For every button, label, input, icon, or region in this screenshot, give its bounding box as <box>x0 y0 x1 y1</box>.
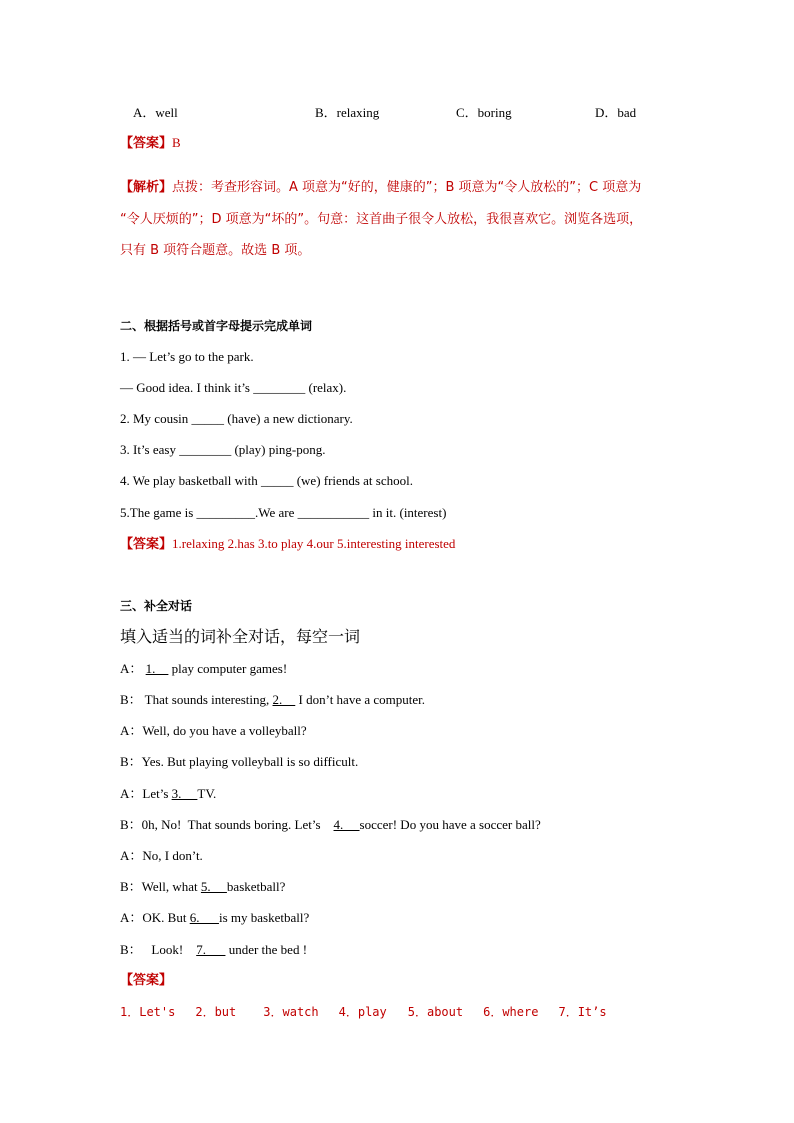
s2-answer-text: 1.relaxing 2.has 3.to play 4.our 5.interesting interested <box>172 536 456 551</box>
dialog-line-9 <box>120 909 309 927</box>
speaker-b: B： That sounds interesting, <box>120 692 273 707</box>
blank-3: 3. <box>171 786 198 801</box>
blank-2: 2. <box>272 692 296 707</box>
s2-answer <box>120 535 455 554</box>
s2-q5: 5.The game is _________.We are ___________ in it. (interest) <box>120 505 447 520</box>
s3-answers <box>120 1003 607 1021</box>
speaker-a: A： <box>120 661 146 676</box>
answer-value: B <box>172 135 181 150</box>
dialog-line-4: B：Yes. But playing volleyball is so difficult. <box>120 754 359 769</box>
s3-answer-item: 1．Let's <box>120 1005 176 1019</box>
option-d: D．bad <box>595 105 637 120</box>
dialog-line-8 <box>120 878 285 896</box>
s2-q3: 3. It’s easy ________ (play) ping-pong. <box>120 442 326 457</box>
option-a: A．well <box>133 105 178 120</box>
dialog-line-1 <box>120 660 287 678</box>
s3-answer-item: 5．about <box>407 1005 464 1019</box>
speaker-b: B：Well, what <box>120 879 201 894</box>
dialog-text: play computer games! <box>168 661 288 676</box>
dialog-text: is my basketball? <box>218 910 310 925</box>
speaker-a: A：OK. But <box>120 910 190 925</box>
dialog-line-3: A：Well, do you have a volleyball? <box>120 723 307 738</box>
section-3-instruction: 填入适当的词补全对话，每空一词 <box>120 627 361 646</box>
analysis-label: 【解析】 <box>120 180 173 195</box>
s3-answer-item: 4．play <box>338 1005 387 1019</box>
dialog-line-10 <box>120 941 307 959</box>
dialog-line-6 <box>120 816 541 834</box>
section-2-title: 二、根据括号或首字母提示完成单词 <box>120 319 313 333</box>
blank-6: 6. <box>189 910 219 925</box>
analysis-text-1: 点拨：考查形容词。A 项意为“好的，健康的”；B 项意为“令人放松的”；C 项意为 <box>172 180 642 195</box>
s2-answer-label: 【答案】 <box>120 537 173 552</box>
option-c: C．boring <box>456 105 512 120</box>
speaker-a: A：Let’s <box>120 786 172 801</box>
analysis-line-3: 只有 B 项符合题意。故选 B 项。 <box>120 243 311 258</box>
s2-q2: 2. My cousin _____ (have) a new dictionary. <box>120 411 353 426</box>
dialog-text: I don’t have a computer. <box>295 692 425 707</box>
s2-q1-b: — Good idea. I think it’s ________ (relax). <box>120 380 347 395</box>
speaker-b: B： Look! <box>120 942 197 957</box>
analysis-line-2: “令人厌烦的”；D 项意为“坏的”。句意：这首曲子很令人放松，我很喜欢它。浏览各选项， <box>120 212 643 227</box>
option-b: B．relaxing <box>315 105 380 120</box>
s3-answer-item: 3．watch <box>263 1005 319 1019</box>
s3-answer-item: 2．but <box>195 1005 237 1019</box>
speaker-b: B：0h, No! That sounds boring. Let’s <box>120 817 334 832</box>
dialog-line-7: A：No, I don’t. <box>120 848 203 863</box>
blank-4: 4. <box>333 817 360 832</box>
blank-5: 5. <box>200 879 227 894</box>
blank-7: 7. <box>196 942 226 957</box>
section-3-title: 三、补全对话 <box>120 599 193 613</box>
s3-answer-label: 【答案】 <box>120 973 173 988</box>
answer-label: 【答案】 <box>120 136 173 151</box>
s3-answer-item: 7．It’s <box>558 1005 607 1019</box>
dialog-line-5 <box>120 785 216 803</box>
s2-q4: 4. We play basketball with _____ (we) friends at school. <box>120 473 413 488</box>
dialog-text: soccer! Do you have a soccer ball? <box>359 817 541 832</box>
answer-1 <box>120 134 181 153</box>
dialog-text: under the bed ! <box>225 942 308 957</box>
dialog-text: basketball? <box>226 879 286 894</box>
dialog-text: TV. <box>197 786 217 801</box>
s3-answer-item: 6．where <box>483 1005 539 1019</box>
dialog-line-2 <box>120 691 425 709</box>
analysis-line-1 <box>120 179 641 197</box>
s2-q1-a: 1. — Let’s go to the park. <box>120 349 254 364</box>
blank-1: 1. <box>145 661 169 676</box>
